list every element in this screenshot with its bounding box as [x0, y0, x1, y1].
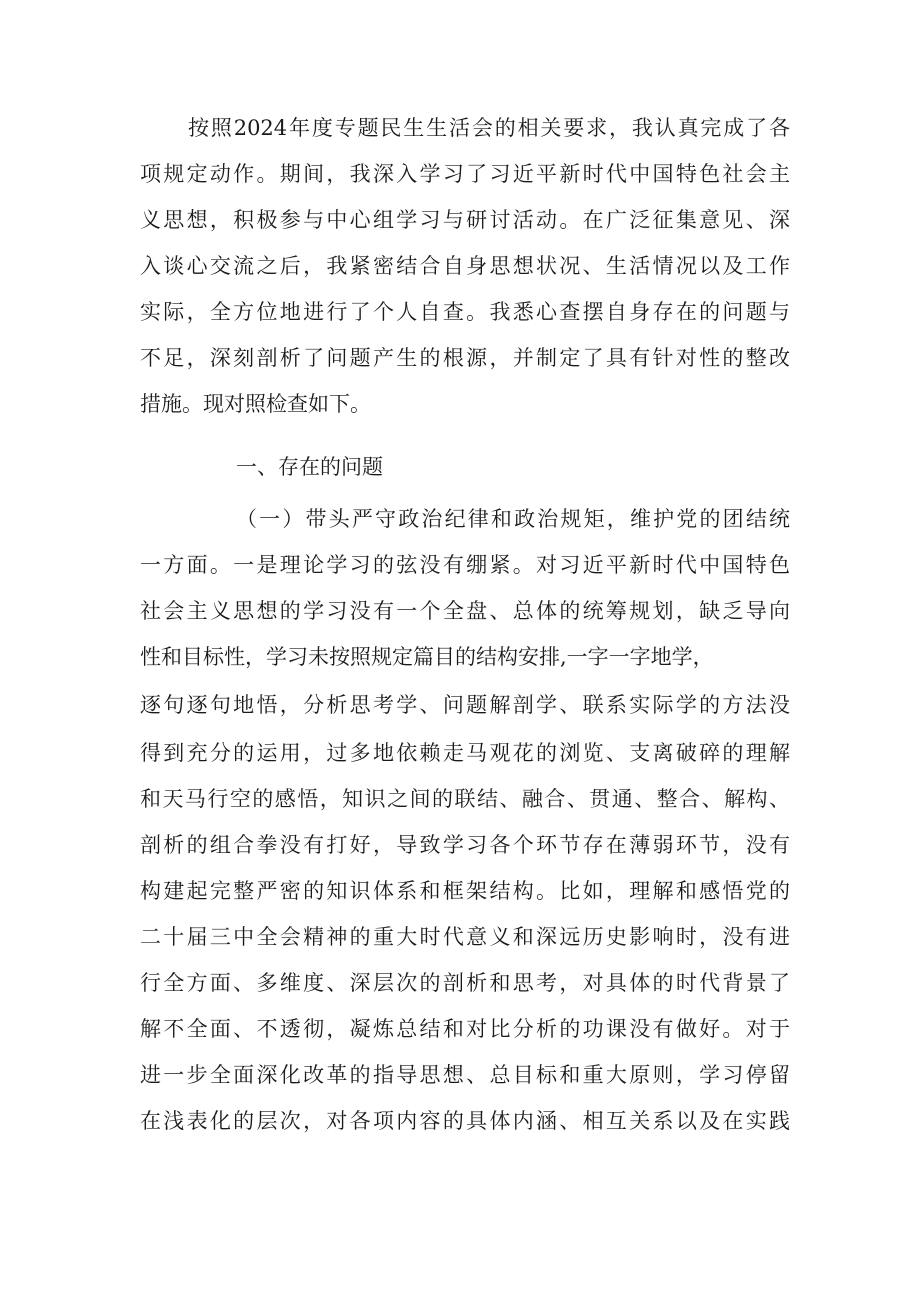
body-line: 性和目标性，学习未按照规定篇目的结构安排,一字一字地学，: [140, 645, 714, 669]
paragraph-intro-line: 实际，全方位地进行了个人自查。我悉心查摆自身存在的问题与: [140, 300, 790, 324]
body-line: 在浅表化的层次，对各项内容的具体内涵、相互关系以及在实践: [140, 1109, 790, 1133]
paragraph-intro-line: 义思想，积极参与中心组学习与研讨活动。在广泛征集意见、深: [140, 208, 790, 232]
body-line: 二十届三中全会精神的重大时代意义和深远历史影响时，没有进: [140, 925, 790, 949]
body-line: 一方面。一是理论学习的弦没有绷紧。对习近平新时代中国特色: [140, 553, 790, 577]
body-line: 社会主义思想的学习没有一个全盘、总体的统筹规划，缺乏导向: [140, 599, 790, 623]
paragraph-intro-line: 项规定动作。期间，我深入学习了习近平新时代中国特色社会主: [140, 162, 790, 186]
section-heading: 一、存在的问题: [236, 455, 383, 479]
body-line: 进一步全面深化改革的指导思想、总目标和重大原则，学习停留: [140, 1063, 790, 1087]
body-line: 得到充分的运用，过多地依赖走马观花的浏览、支离破碎的理解: [140, 741, 790, 765]
body-line: 构建起完整严密的知识体系和框架结构。比如，理解和感悟党的: [140, 879, 790, 903]
body-line: 和天马行空的感悟，知识之间的联结、融合、贯通、整合、解构、: [140, 787, 790, 811]
paragraph-intro-line: 不足，深刻剖析了问题产生的根源，并制定了具有针对性的整改: [140, 346, 790, 370]
subsection-heading-line: （一）带头严守政治纪律和政治规矩，维护党的团结统: [236, 507, 790, 531]
paragraph-intro-line: 入谈心交流之后，我紧密结合自身思想状况、生活情况以及工作: [140, 254, 790, 278]
body-line: 行全方面、多维度、深层次的剖析和思考，对具体的时代背景了: [140, 971, 790, 995]
body-line: 解不全面、不透彻，凝炼总结和对比分析的功课没有做好。对于: [140, 1017, 790, 1041]
body-line: 剖析的组合拳没有打好，导致学习各个环节存在薄弱环节，没有: [140, 833, 790, 857]
paragraph-intro-line: 按照2024年度专题民生生活会的相关要求，我认真完成了各: [188, 116, 790, 140]
body-line: 逐句逐句地悟，分析思考学、问题解剖学、联系实际学的方法没: [140, 693, 790, 717]
paragraph-intro-line: 措施。现对照检查如下。: [140, 392, 371, 416]
